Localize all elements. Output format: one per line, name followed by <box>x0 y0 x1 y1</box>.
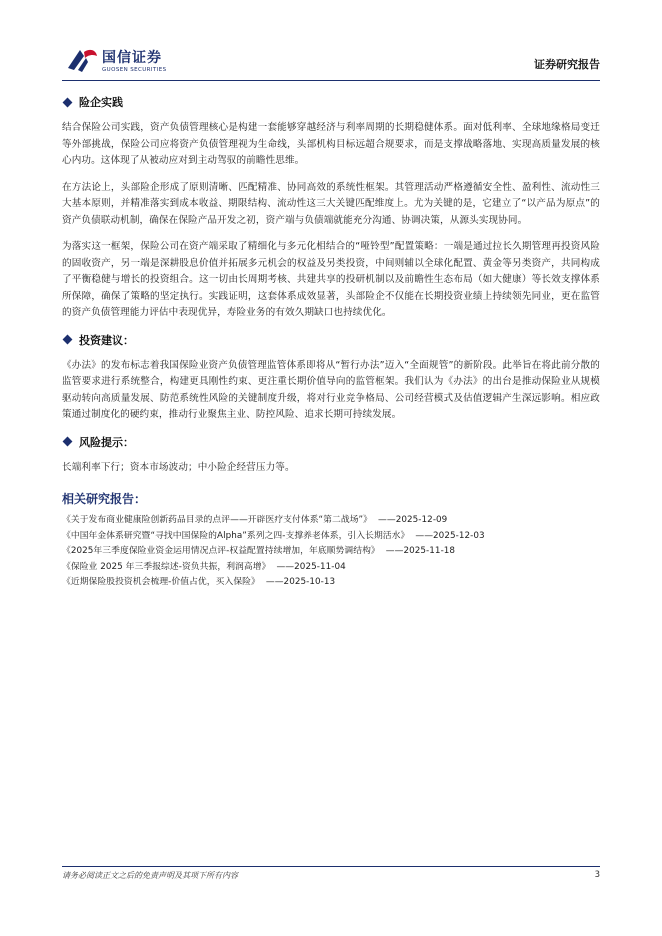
related-report-title[interactable]: 《中国年金体系研究暨“寻找中国保险的Alpha”系列之四-支撑养老体系，引入长期活水》 <box>62 530 410 541</box>
page-header <box>0 0 662 82</box>
paragraph: 为落实这一框架，保险公司在资产端采取了精细化与多元化相结合的“哑铃型”配置策略：一端是通过拉长久期管理再投资风险的固收资产，另一端是深耕股息价值并拓展多元机会的权益及另类投资，中间则辅以全球化配置、黄金等另类资产，共同构成了平衡稳健与增长的投资组合。这一切由长周期考核、共建共享的投研机制以及前瞻性生态布局（如大健康）等长效支撑体系所保障，确保了策略的坚定执行。实践证明，这套体系成效显著，头部险企不仅能在长期投资业绩上持续领先同业，更在监管的资产负债管理能力评估中表现优异，寿险业务的有效久期缺口也持续优化。 <box>62 241 600 318</box>
footer-disclaimer: 请务必阅读正文之后的免责声明及其项下所有内容 <box>62 871 238 880</box>
related-report-date: ——2025-11-04 <box>276 561 346 572</box>
diamond-bullet-icon <box>63 437 73 447</box>
logo-text-en: GUOSEN SECURITIES <box>102 67 167 73</box>
section-advice <box>62 332 600 424</box>
section-heading <box>62 332 600 348</box>
section-risk <box>62 434 600 477</box>
section-heading-text: 风险提示： <box>79 435 134 449</box>
page-number: 3 <box>594 870 600 880</box>
header-divider <box>62 80 600 81</box>
related-report-date: ——2025-10-13 <box>265 577 336 588</box>
related-report-title[interactable]: 《2025年三季度保险业资金运用情况点评-权益配置持续增加，年底顺势调结构》 <box>62 546 380 557</box>
section-heading <box>62 434 600 450</box>
paragraph: 在方法论上，头部险企形成了原则清晰、匹配精准、协同高效的系统性框架。其管理活动严格遵循安全性、盈利性、流动性三大基本原则，并精准落实到成本收益、期限结构、流动性这三大关键匹配维度上。尤为关键的是，它建立了“以产品为原点”的资产负债联动机制，确保在保险产品开发之初，资产端与负债端就能充分沟通、协调决策，从源头实现协同。 <box>62 181 600 226</box>
logo-text-cn: 国信证券 <box>102 50 162 66</box>
guosen-logo <box>66 44 186 78</box>
report-body <box>62 94 600 591</box>
related-report-title[interactable]: 《关于发布商业健康险创新药品目录的点评——开辟医疗支付体系“第二战场”》 <box>62 515 373 525</box>
related-report-item[interactable] <box>62 513 600 529</box>
section-heading <box>62 94 600 110</box>
section-practice <box>62 94 600 322</box>
related-report-item[interactable] <box>62 560 600 576</box>
related-report-title[interactable]: 《近期保险股投资机会梳理-价值占优，买入保险》 <box>62 577 260 588</box>
related-reports-title: 相关研究报告： <box>62 492 147 506</box>
related-report-date: ——2025-11-18 <box>385 546 456 557</box>
paragraph: 长端利率下行；资本市场波动；中小险企经营压力等。 <box>62 461 295 473</box>
related-report-item[interactable] <box>62 544 600 560</box>
guosen-logo-icon <box>66 46 98 74</box>
section-heading-text: 投资建议： <box>79 333 134 347</box>
related-report-item[interactable] <box>62 529 600 545</box>
paragraph: 结合保险公司实践，资产负债管理核心是构建一套能够穿越经济与利率周期的长期稳健体系。面对低利率、全球地缘格局变迁等外部挑战，保险公司应将资产负债管理视为生命线，头部机构目标远超合规要求，而是支撑战略落地、实现高质量发展的核心内功。这体现了从被动应对到主动驾驭的前瞻性思维。 <box>62 122 600 166</box>
report-type-label: 证券研究报告 <box>534 58 600 71</box>
related-report-item[interactable] <box>62 575 600 591</box>
related-report-date: ——2025-12-03 <box>415 530 485 541</box>
related-report-date: ——2025-12-09 <box>378 515 448 525</box>
diamond-bullet-icon <box>63 335 73 345</box>
footer-divider <box>62 866 600 867</box>
paragraph: 《办法》的发布标志着我国保险业资产负债管理监管体系即将从“暂行办法”迈入“全面规管”的新阶段。此举旨在将此前分散的监管要求进行系统整合，构建更具刚性约束、更注重长期价值导向的监管框架。我们认为《办法》的出台是推动保险业从规模驱动转向高质量发展、防范系统性风险的关键制度升级，将对行业竞争格局、公司经营模式及估值逻辑产生深远影响。相应政策通过制度化的硬约束，推动行业聚焦主业、防控风险、追求长期可持续发展。 <box>62 359 600 420</box>
section-heading-text: 险企实践 <box>79 96 123 109</box>
related-report-title[interactable]: 《保险业 2025 年三季报综述-资负共振，利润高增》 <box>62 561 271 572</box>
related-reports-list <box>62 513 600 591</box>
diamond-bullet-icon <box>63 97 73 107</box>
